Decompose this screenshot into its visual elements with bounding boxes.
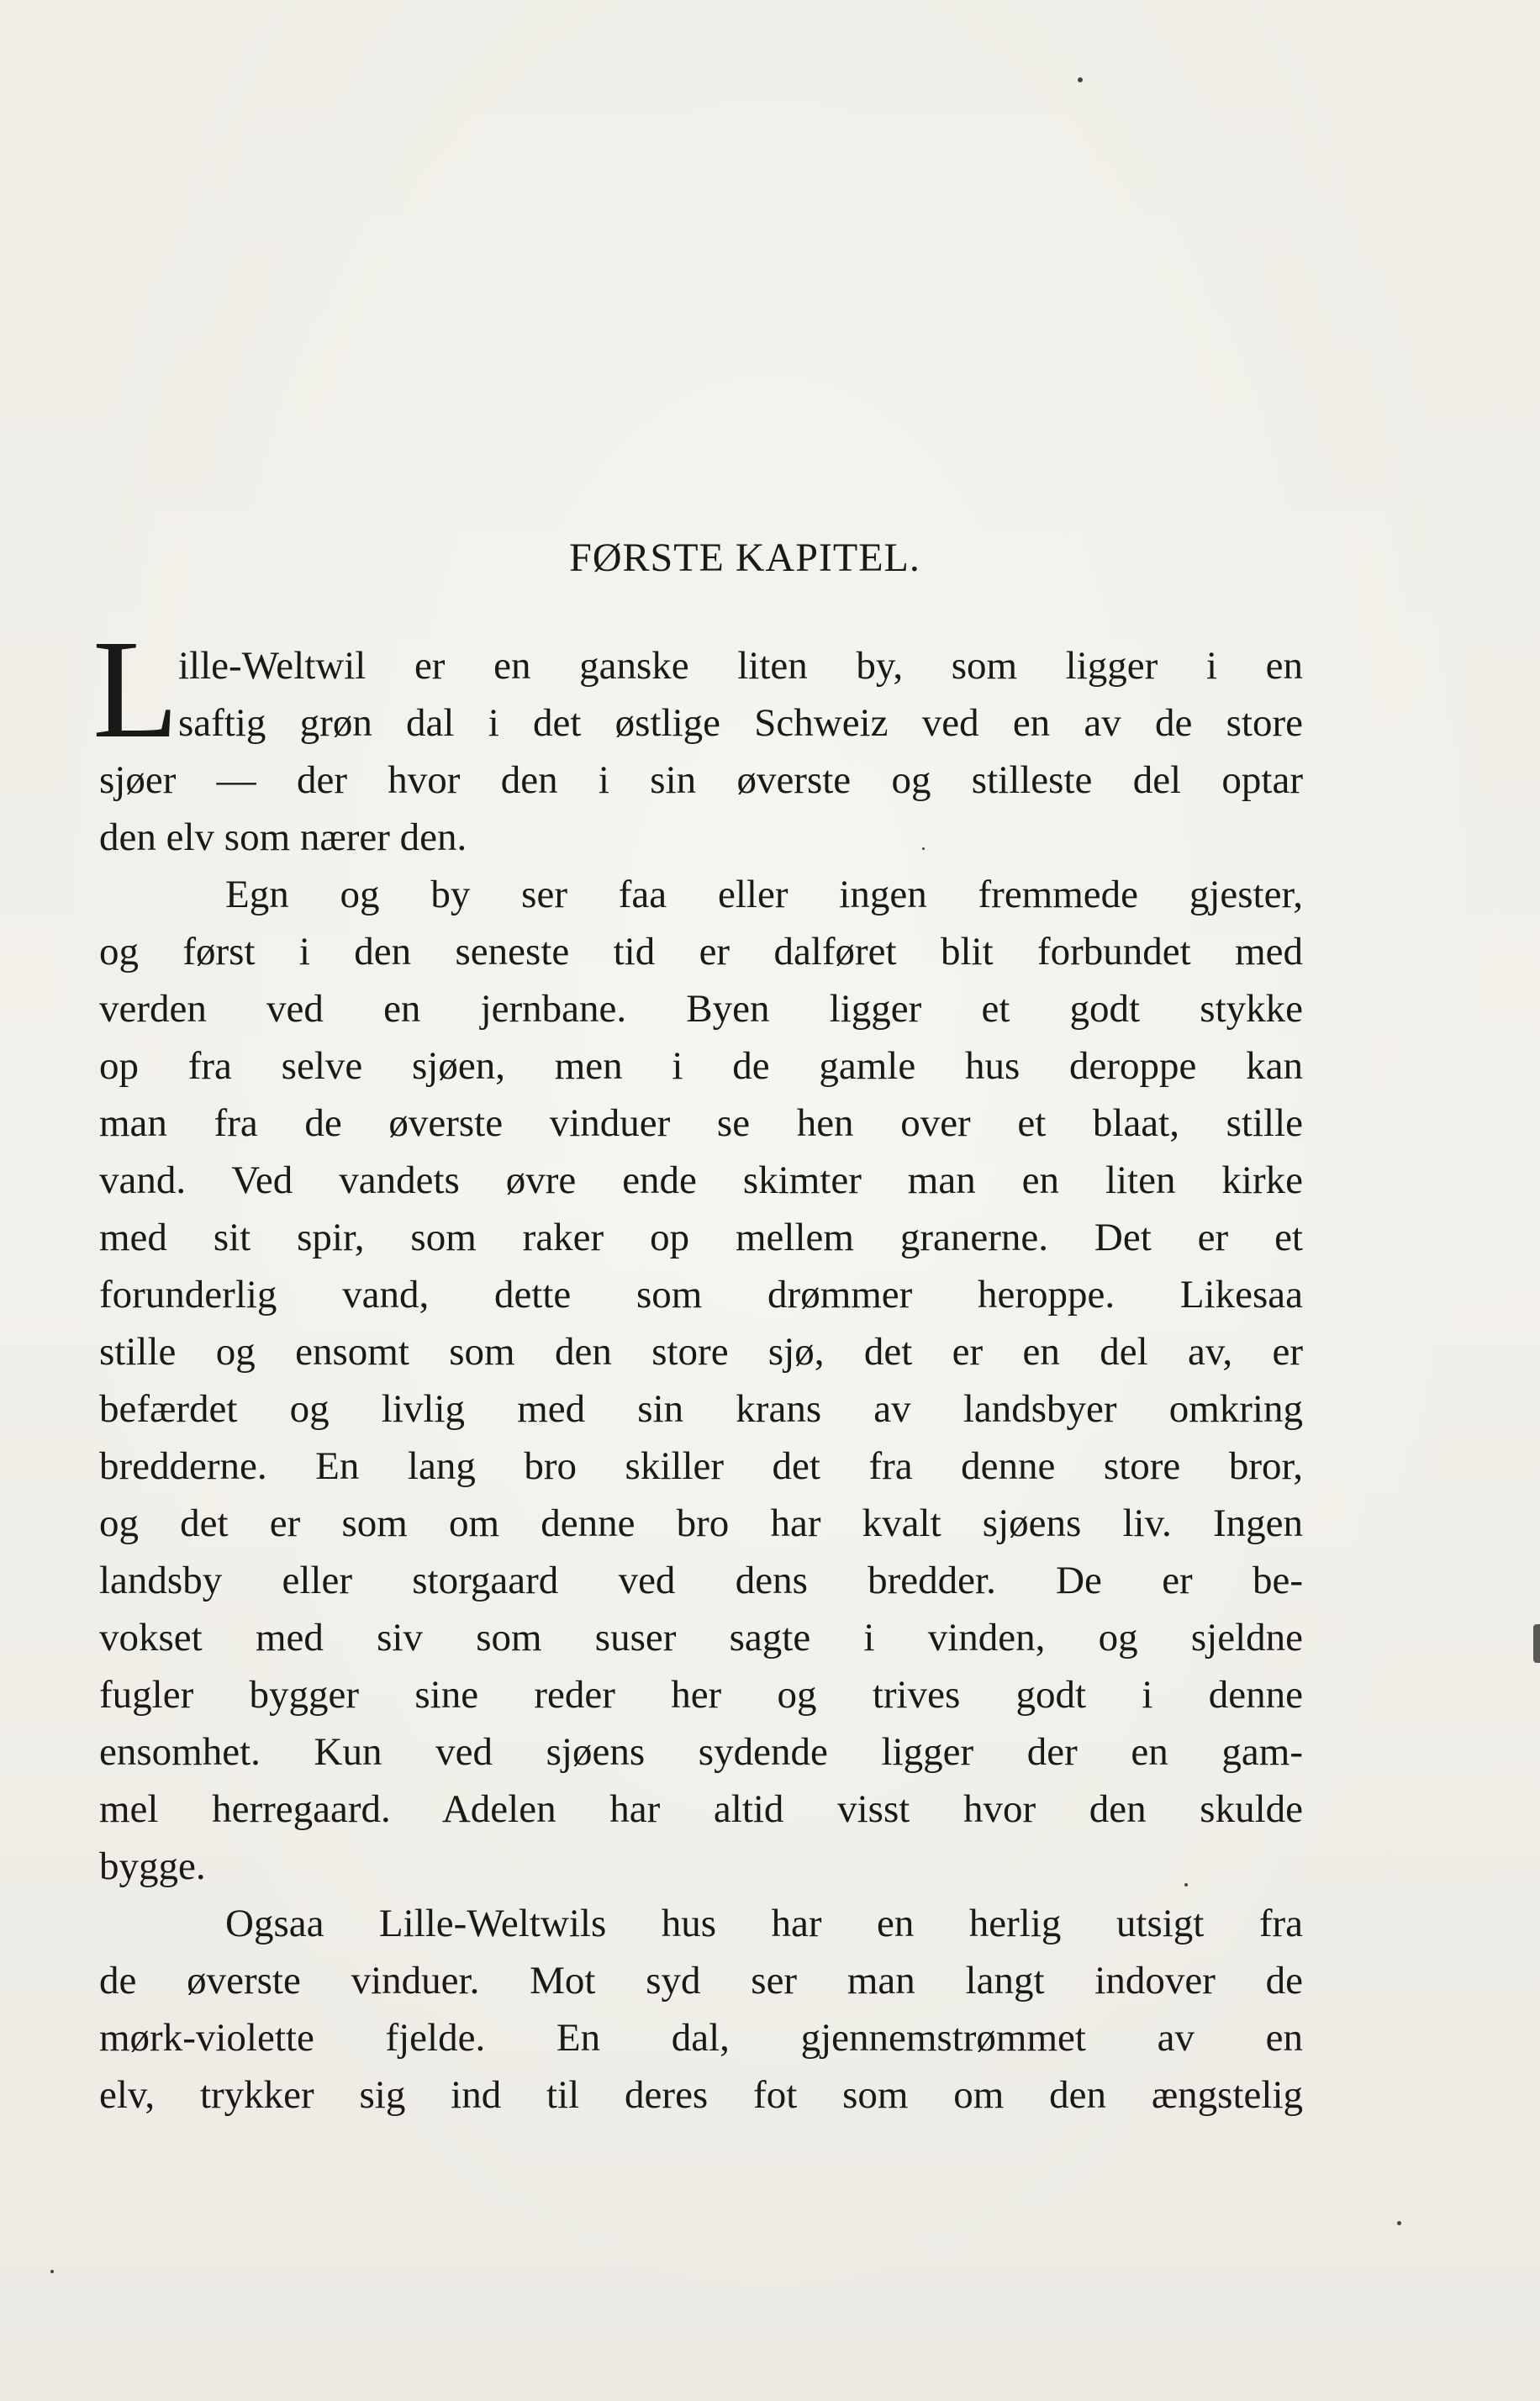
text-line: de øverste vinduer. Mot syd ser man langt indover de: [99, 1959, 1303, 2003]
text-line: og det er som om denne bro har kvalt sjøens liv. Ingen: [99, 1501, 1303, 1545]
text-line: verden ved en jernbane. Byen ligger et godt stykke: [99, 987, 1303, 1031]
text-line: Egn og by ser faa eller ingen fremmede gjester,: [225, 873, 1303, 916]
body-text: [99, 637, 1303, 2124]
page-edge-mark: [1533, 1624, 1540, 1663]
text-line: ensomhet. Kun ved sjøens sydende ligger der en gam-: [99, 1730, 1303, 1774]
text-line: man fra de øverste vinduer se hen over et blaat, stille: [99, 1101, 1303, 1145]
text-line: saftig grøn dal i det østlige Schweiz ved en av de store: [178, 701, 1303, 745]
scan-speck: [1397, 2221, 1401, 2225]
text-line: mel herregaard. Adelen har altid visst hvor den skulde: [99, 1787, 1303, 1831]
text-line: forunderlig vand, dette som drømmer heroppe. Likesaa: [99, 1273, 1303, 1317]
text-line: befærdet og livlig med sin krans av landsbyer omkring: [99, 1387, 1303, 1431]
text-line: ille-Weltwil er en ganske liten by, som ligger i en: [178, 644, 1303, 688]
scan-speck: [1078, 77, 1083, 82]
text-line: sjøer — der hvor den i sin øverste og stilleste del optar: [99, 758, 1303, 802]
text-line: stille og ensomt som den store sjø, det er en del av, er: [99, 1330, 1303, 1374]
scan-speck: [922, 847, 925, 850]
text-line: med sit spir, som raker op mellem granerne. Det er et: [99, 1216, 1303, 1259]
text-line: elv, trykker sig ind til deres fot som om den ængstelig: [99, 2073, 1303, 2117]
text-line: landsby eller storgaard ved dens bredder. De er be-: [99, 1559, 1303, 1602]
text-line: vand. Ved vandets øvre ende skimter man en liten kirke: [99, 1158, 1303, 1202]
scan-speck: [1184, 1883, 1188, 1886]
drop-cap-letter: L: [92, 611, 179, 768]
text-line: bygge.: [99, 1844, 206, 1888]
text-line: op fra selve sjøen, men i de gamle hus deroppe kan: [99, 1044, 1303, 1088]
text-line: og først i den seneste tid er dalføret blit forbundet med: [99, 930, 1303, 974]
text-line: vokset med siv som suser sagte i vinden, og sjeldne: [99, 1616, 1303, 1660]
scan-speck: [50, 2270, 54, 2273]
chapter-title: FØRSTE KAPITEL.: [569, 536, 920, 580]
text-line: mørk-violette fjelde. En dal, gjennemstrømmet av en: [99, 2016, 1303, 2060]
text-line: den elv som nærer den.: [99, 815, 467, 859]
text-line: bredderne. En lang bro skiller det fra denne store bror,: [99, 1444, 1303, 1488]
text-line: Ogsaa Lille-Weltwils hus har en herlig utsigt fra: [225, 1902, 1303, 1945]
text-line: fugler bygger sine reder her og trives godt i denne: [99, 1673, 1303, 1717]
